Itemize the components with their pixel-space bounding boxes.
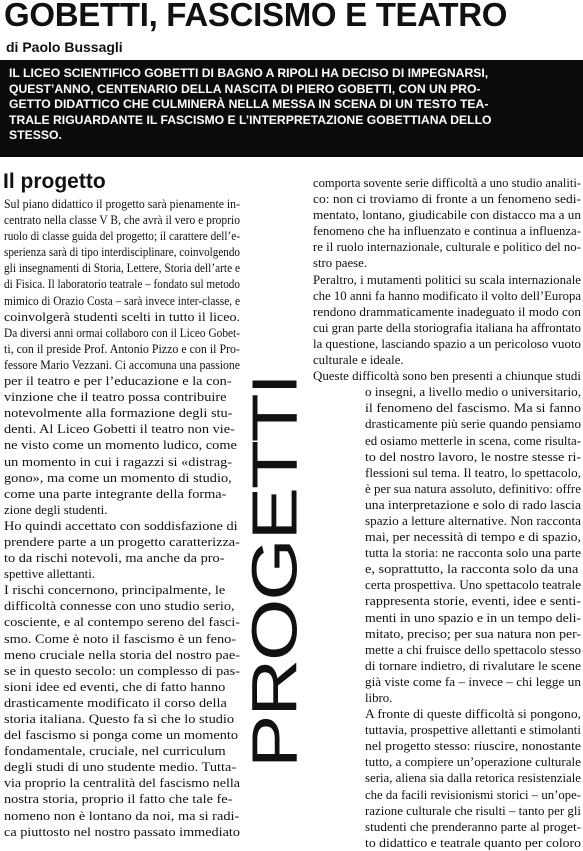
text-line: fessore Mario Vezzani. Ci accomuna una passione [4,357,240,372]
text-line: via proprio la centralità del fascismo nella [4,776,240,791]
text-line: spettive allettanti. [4,567,95,582]
text-line: ca piuttosto nel nostro passato immediato [4,824,240,839]
text-line: ne visto come un momento ludico, come [4,438,237,453]
article-title: GOBETTI, FASCISMO E TEATRO [4,0,508,33]
text-line: mimico di Orazio Costa – sarà invece inter-classe, e [4,293,240,308]
text-line: mitato, preciso; per sua natura non per- [365,626,581,641]
text-line: nostra storia, proprio il fatto che tale fe- [4,792,233,807]
article-byline: di Paolo Bussagli [6,39,123,55]
text-line: stro paese. [313,256,368,271]
text-line: che da facili revisionismi storici – un’ope- [365,787,581,802]
text-line: il fenomeno del fascismo. Ma si fanno [365,401,581,416]
text-line: nomeno non è lontano da noi, ma si radi- [4,808,240,823]
text-line: drasticamente più serie quando pensiamo [365,417,581,432]
text-line: rappresenta storie, eventi, idee e senti- [365,594,581,609]
intro-line: TRALE RIGUARDANTE IL FASCISMO E L’INTERPRETAZIONE GOBETTIANA DELLO [9,112,492,127]
text-line: seria, aliena sia dalla retorica resistenziale [365,771,581,786]
text-line: una interpretazione e solo di rado lascia [365,497,581,512]
text-line: sioni idee ed eventi, che di fatto hanno [4,679,226,694]
text-line: coinvolgerà studenti scelti in tutto il liceo. [4,309,240,324]
text-line: nel progetto stesso: riuscire, nonostante [365,739,581,754]
text-line: prendere parte a un progetto caratterizza- [4,534,240,549]
text-line: spazio a letture alternative. Non racconta [365,513,581,528]
text-line: ed osiamo metterle in scena, come risulta- [365,433,581,448]
text-line: comporta sovente serie difficoltà a uno studio analiti- [313,176,581,190]
text-line: libro. [365,691,393,705]
intro-line: STESSO. [9,128,62,143]
text-line: to da rischi notevoli, ma anche da pro- [4,551,225,566]
text-line: meno cruciale nella storia del nostro pae- [4,647,241,662]
text-line: già viste come fa – invece – chi legge un [365,674,581,689]
text-line: drasticamente modificato il corso della [4,695,227,710]
text-line: tutta la storia: ne racconta solo una parte [365,546,581,561]
text-line: come una parte integrante della forma- [4,486,227,501]
text-line: zione degli studenti. [4,502,108,517]
text-line: smo. Come è noto il fascismo è un feno- [4,631,237,646]
text-line: mai, per necessità di tempo e di spazio, [365,530,581,545]
side-banner-text: PROGETTI [239,375,311,768]
text-line: che 10 anni fa hanno modificato il volto dell’Europa [313,288,581,303]
text-line: se in questo secolo: un complesso di pas- [4,663,240,678]
text-line: è per sua natura assoluto, definitivo: offre [365,481,581,496]
text-line: rendono drammaticamente inadeguato il modo con [313,304,581,319]
intro-box [0,60,583,157]
text-line: culturale e ideale. [313,353,404,368]
text-line: A fronte di queste difficoltà si pongono, [365,707,581,722]
text-line: di Fisica. Il laboratorio teatrale – fondato sul metodo [4,277,240,292]
text-line: storia italiana. Questo fa sì che lo studio [4,712,235,726]
text-line: Sul piano didattico il progetto sarà pienamente in- [4,197,240,211]
text-line: mentato, lontano, giudicabile con distacco ma a un [313,208,581,223]
text-line: ruolo di classe guida del progetto; il carattere dell’e- [4,229,240,244]
text-line: tuttavia, prospettive allettanti e stimolanti [365,723,581,738]
text-line: denti. Al Liceo Gobetti il teatro non vie- [4,422,235,437]
text-line: sperienza sarà di tipo interdisciplinare, coinvolgendo [4,245,240,260]
text-line: un momento in cui i ragazzi si «distrag- [4,454,233,469]
text-line: gli insegnamenti di Storia, Lettere, Storia dell’arte e [4,261,240,276]
text-line: mette a chi fruisce dello spettacolo stesso [365,642,581,657]
text-line: ti, con il preside Prof. Antonio Pizzo e con il Pro- [4,341,240,356]
text-line: to del nostro lavoro, le nostre stesse ri- [365,449,581,464]
intro-line: GETTO DIDATTICO CHE CULMINERÀ NELLA MESSA IN SCENA DI UN TESTO TEA- [9,97,489,112]
text-line: e, soprattutto, la racconta solo da una [365,562,579,577]
text-line: del fascismo si ponga come un momento [4,728,239,743]
text-line: to didattico e teatrale quanto per coloro [365,835,581,850]
text-line: degli studi di uno studente medio. Tutta- [4,760,237,775]
text-line: razione culturale che risulti – tanto per gli [365,803,581,818]
text-line: fenomeno che ha influenzato e continua a influenza- [313,224,581,239]
right-column [313,175,581,851]
text-line: Da diversi anni ormai collaboro con il Liceo Gobet- [4,325,240,340]
text-line: Queste difficoltà sono ben presenti a chiunque studi [313,369,581,384]
text-line: vinzione che il teatro possa contribuire [4,390,227,405]
text-line: Peraltro, i mutamenti politici su scala internazionale [313,272,581,287]
text-line: difficoltà connesse con uno studio serio, [4,599,235,614]
text-line: gono», ma come un momento di studio, [4,470,232,485]
intro-line: IL LICEO SCIENTIFICO GOBETTI DI BAGNO A RIPOLI HA DECISO DI IMPEGNARSI, [9,66,489,80]
text-line: la questione, lasciando spazio a un pericoloso vuoto [313,336,581,351]
text-line: I rischi concernono, principalmente, le [4,583,226,598]
text-line: notevolmente alla formazione degli stu- [4,406,233,421]
text-line: fondamentale, cruciale, nel curriculum [4,744,226,759]
text-line: studenti che prenderanno parte al proget- [365,819,581,834]
text-line: tutto, a compiere un’operazione culturale [365,755,581,770]
text-line: cui gran parte della storiografia italiana ha affrontato [313,320,581,335]
text-line: per il teatro e per l’educazione e la con- [4,374,232,389]
text-line: certa prospettiva. Uno spettacolo teatrale [365,578,581,593]
text-line: o insegni, a livello medio o universitario, [365,385,581,400]
text-line: Ho quindi accettato con soddisfazione di [4,518,238,533]
text-line: di tornare indietro, di rivalutare le scene [365,658,581,673]
text-line: flessioni sul tema. Il teatro, lo spettacolo, [365,465,581,480]
text-line: co: non ci troviamo di fronte a un fenomeno sedi- [313,192,581,207]
text-line: cosciente, e al contempo sereno del fasci- [4,615,240,630]
left-column [4,196,240,840]
text-line: menti in uno spazio e in un tempo deli- [365,610,581,625]
intro-line: QUEST’ANNO, CENTENARIO DELLA NASCITA DI PIERO GOBETTI, CON UN PRO- [9,81,481,96]
text-line: centrato nella classe V B, che avrà il vero e proprio [4,213,240,228]
text-line: re il ruolo internazionale, culturale e politico del no- [313,240,581,255]
section-title: Il progetto [3,170,106,193]
